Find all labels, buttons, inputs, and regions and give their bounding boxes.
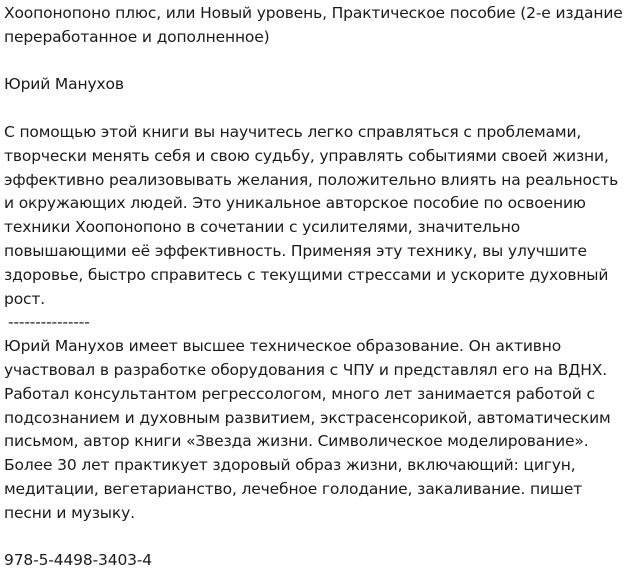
section-separator: --------------- <box>8 313 90 332</box>
book-title: Хоопонопоно плюс, или Новый уровень, Практическое пособие (2-е издание переработанное и дополненное) <box>4 4 623 46</box>
isbn: 978-5-4498-3403-4 <box>4 551 153 570</box>
book-description-document <box>4 2 628 573</box>
book-description: С помощью этой книги вы научитесь легко справляться с проблемами, творчески менять себя и свою судьбу, управлять событиями своей жизни, эффективно реализовывать желания, положительно влиять на реальность и окружающих людей. Это уникальное авторское пособие по освоению техники Хоопонопоно в сочетании с усилителями, значительно повышающими её эффективность. Применяя эту технику, вы улучшите здоровье, быстро справитесь с текущими стрессами и ускорите духовный рост. <box>4 122 619 308</box>
spacer <box>4 50 628 74</box>
spacer <box>4 97 628 121</box>
spacer <box>4 526 628 550</box>
author-bio: Юрий Манухов имеет высшее техническое образование. Он активно участвовал в разработке оборудования с ЧПУ и представлял его на ВДНХ. Работал консультантом регрессологом, много лет занимается работой с подсознанием и духовным развитием, экстрасенсорикой, автоматическим письмом, автор книги «Звезда жизни. Символическое моделирование». Более 30 лет практикует здоровый образ жизни, включающий: цигун, медитации, вегетарианство, лечебное голодание, закаливание. пишет песни и музыку. <box>4 337 611 522</box>
book-author: Юрий Манухов <box>4 75 124 94</box>
